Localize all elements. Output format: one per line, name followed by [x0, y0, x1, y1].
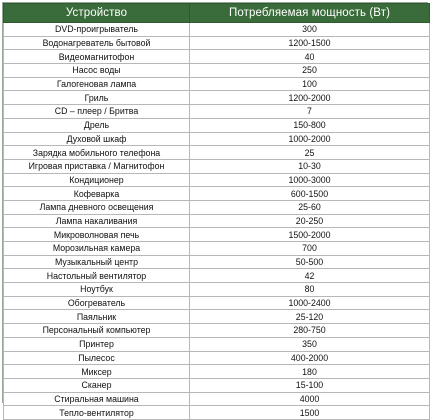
table-row	[4, 23, 430, 37]
device-cell: Настольный вентилятор	[4, 269, 190, 283]
device-cell: Принтер	[4, 337, 190, 351]
table-row	[4, 269, 430, 283]
device-cell: Стиральная машина	[4, 392, 190, 406]
power-cell: 20-250	[190, 214, 430, 228]
power-cell: 80	[190, 283, 430, 297]
power-cell: 15-100	[190, 378, 430, 392]
device-cell: Обогреватель	[4, 296, 190, 310]
power-cell: 350	[190, 337, 430, 351]
power-cell: 50-500	[190, 255, 430, 269]
device-cell: Кофеварка	[4, 187, 190, 201]
column-header-device: Устройство	[4, 4, 190, 23]
device-cell: Музыкальный центр	[4, 255, 190, 269]
table-row	[4, 64, 430, 78]
table-row	[4, 50, 430, 64]
power-cell: 280-750	[190, 324, 430, 338]
header-row	[4, 4, 430, 23]
table-row	[4, 392, 430, 406]
power-cell: 25-120	[190, 310, 430, 324]
device-cell: Паяльник	[4, 310, 190, 324]
table-row	[4, 378, 430, 392]
power-cell: 180	[190, 365, 430, 379]
device-cell: Видеомагнитофон	[4, 50, 190, 64]
device-cell: Лампа накаливания	[4, 214, 190, 228]
table-body	[4, 23, 430, 420]
table-row	[4, 118, 430, 132]
table-row	[4, 242, 430, 256]
power-consumption-table-container	[2, 2, 428, 418]
power-cell: 150-800	[190, 118, 430, 132]
table-row	[4, 214, 430, 228]
table-row	[4, 187, 430, 201]
device-cell: Кондиционер	[4, 173, 190, 187]
power-cell: 10-30	[190, 159, 430, 173]
table-row	[4, 146, 430, 160]
device-cell: Пылесос	[4, 351, 190, 365]
power-cell: 4000	[190, 392, 430, 406]
table-row	[4, 173, 430, 187]
power-cell: 250	[190, 64, 430, 78]
device-cell: Миксер	[4, 365, 190, 379]
power-cell: 1200-2000	[190, 91, 430, 105]
device-cell: Лампа дневного освещения	[4, 200, 190, 214]
power-cell: 1500	[190, 406, 430, 420]
power-cell: 1000-2000	[190, 132, 430, 146]
power-cell: 1000-3000	[190, 173, 430, 187]
table-row	[4, 365, 430, 379]
column-header-power: Потребляемая мощность (Вт)	[190, 4, 430, 23]
device-cell: Микроволновая печь	[4, 228, 190, 242]
table-row	[4, 283, 430, 297]
power-cell: 300	[190, 23, 430, 37]
table-row	[4, 159, 430, 173]
device-cell: Духовой шкаф	[4, 132, 190, 146]
device-cell: DVD-проигрыватель	[4, 23, 190, 37]
device-cell: Персональный компьютер	[4, 324, 190, 338]
power-cell: 1000-2400	[190, 296, 430, 310]
power-cell: 700	[190, 242, 430, 256]
device-cell: Игровая приставка / Магнитофон	[4, 159, 190, 173]
power-cell: 400-2000	[190, 351, 430, 365]
power-cell: 7	[190, 105, 430, 119]
table-row	[4, 228, 430, 242]
device-cell: Насос воды	[4, 64, 190, 78]
device-cell: Гриль	[4, 91, 190, 105]
table-row	[4, 337, 430, 351]
table-row	[4, 310, 430, 324]
device-cell: CD – плеер / Бритва	[4, 105, 190, 119]
device-cell: Дрель	[4, 118, 190, 132]
table-row	[4, 296, 430, 310]
device-cell: Морозильная камера	[4, 242, 190, 256]
table-row	[4, 77, 430, 91]
table-row	[4, 132, 430, 146]
table-row	[4, 255, 430, 269]
power-cell: 1200-1500	[190, 36, 430, 50]
table-row	[4, 91, 430, 105]
table-header	[4, 4, 430, 23]
table-row	[4, 200, 430, 214]
device-cell: Водонагреватель бытовой	[4, 36, 190, 50]
device-cell: Галогеновая лампа	[4, 77, 190, 91]
table-row	[4, 351, 430, 365]
device-cell: Ноутбук	[4, 283, 190, 297]
device-cell: Сканер	[4, 378, 190, 392]
power-cell: 40	[190, 50, 430, 64]
device-cell: Зарядка мобильного телефона	[4, 146, 190, 160]
table-row	[4, 406, 430, 420]
table-row	[4, 324, 430, 338]
power-cell: 600-1500	[190, 187, 430, 201]
power-cell: 25-60	[190, 200, 430, 214]
device-cell: Тепло-вентилятор	[4, 406, 190, 420]
power-cell: 25	[190, 146, 430, 160]
power-cell: 42	[190, 269, 430, 283]
table-row	[4, 36, 430, 50]
power-consumption-table	[3, 3, 430, 420]
power-cell: 100	[190, 77, 430, 91]
power-cell: 1500-2000	[190, 228, 430, 242]
table-row	[4, 105, 430, 119]
